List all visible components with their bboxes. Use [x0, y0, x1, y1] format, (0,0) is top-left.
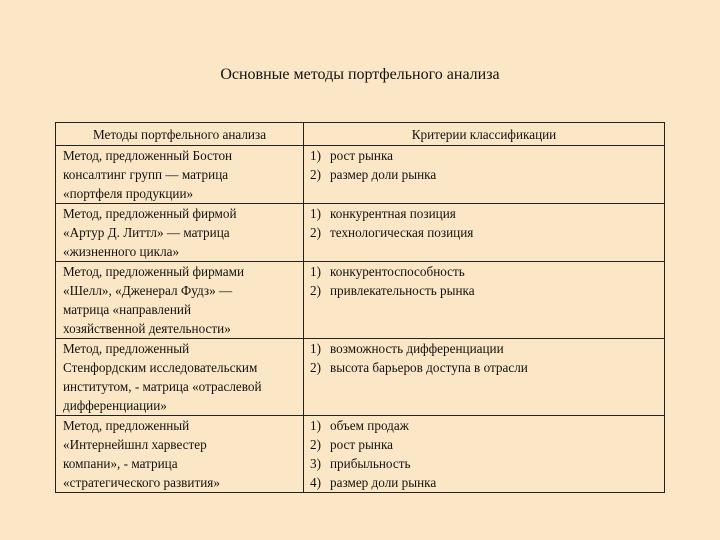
- method-text-line: Метод, предложенный фирмами: [63, 264, 245, 279]
- criterion-number: 1): [310, 148, 321, 163]
- table-row: [56, 204, 665, 262]
- criterion-number: 1): [310, 264, 321, 279]
- method-text-line: институтом, - матрица «отраслевой: [63, 379, 262, 394]
- method-text-line: Метод, предложенный: [63, 418, 190, 433]
- column-header-criteria: Критерии классификации: [304, 123, 665, 146]
- criteria-cell: [304, 262, 665, 339]
- table-header-row: [56, 123, 665, 146]
- method-cell: [56, 146, 304, 204]
- criteria-cell: [304, 339, 665, 416]
- criterion-item: [310, 339, 664, 358]
- criterion-number: 2): [310, 360, 321, 375]
- criterion-item: [310, 416, 664, 435]
- method-text-line: хозяйственной деятельности»: [63, 321, 231, 336]
- criterion-text: размер доли рынка: [330, 475, 437, 490]
- criterion-text: конкурентоспособность: [330, 264, 465, 279]
- criterion-text: технологическая позиция: [330, 225, 474, 240]
- criterion-number: 4): [310, 475, 321, 490]
- criterion-item: [310, 358, 664, 377]
- criterion-text: рост рынка: [330, 148, 394, 163]
- criteria-cell: [304, 416, 665, 493]
- criterion-item: [310, 473, 664, 492]
- method-cell: [56, 262, 304, 339]
- method-text-line: «портфеля продукции»: [63, 186, 194, 201]
- method-cell: [56, 416, 304, 493]
- criterion-item: [310, 146, 664, 165]
- criterion-item: [310, 454, 664, 473]
- criterion-item: [310, 281, 664, 300]
- column-header-methods: Методы портфельного анализа: [56, 123, 304, 146]
- criterion-item: [310, 262, 664, 281]
- method-text-line: «стратегического развития»: [63, 475, 220, 490]
- criterion-text: прибыльность: [330, 456, 411, 471]
- methods-table: [55, 122, 665, 493]
- criteria-cell: [304, 146, 665, 204]
- criterion-text: размер доли рынка: [330, 167, 437, 182]
- method-cell: [56, 204, 304, 262]
- criterion-number: 2): [310, 225, 321, 240]
- table-row: [56, 262, 665, 339]
- criterion-text: рост рынка: [330, 437, 394, 452]
- criterion-item: [310, 435, 664, 454]
- criterion-number: 1): [310, 341, 321, 356]
- table-row: [56, 146, 665, 204]
- method-text-line: матрица «направлений: [63, 302, 192, 317]
- table-row: [56, 416, 665, 493]
- criterion-number: 2): [310, 283, 321, 298]
- method-cell: [56, 339, 304, 416]
- method-text-line: «Интернейшнл харвестер: [63, 437, 207, 452]
- criterion-text: объем продаж: [330, 418, 409, 433]
- criterion-item: [310, 223, 664, 242]
- criterion-item: [310, 165, 664, 184]
- table-body: [56, 146, 665, 493]
- criterion-number: 2): [310, 437, 321, 452]
- method-text-line: Метод, предложенный: [63, 341, 190, 356]
- criterion-number: 1): [310, 206, 321, 221]
- criteria-cell: [304, 204, 665, 262]
- method-text-line: Стенфордским исследовательским: [63, 360, 258, 375]
- criterion-text: конкурентная позиция: [330, 206, 456, 221]
- method-text-line: Метод, предложенный фирмой: [63, 206, 237, 221]
- criterion-text: привлекательность рынка: [330, 283, 475, 298]
- method-text-line: «жизненного цикла»: [63, 244, 180, 259]
- table-row: [56, 339, 665, 416]
- page-title: Основные методы портфельного анализа: [220, 66, 500, 83]
- criterion-number: 2): [310, 167, 321, 182]
- criterion-number: 3): [310, 456, 321, 471]
- criterion-item: [310, 204, 664, 223]
- criterion-number: 1): [310, 418, 321, 433]
- method-text-line: компани», - матрица: [63, 456, 178, 471]
- criterion-text: возможность дифференциации: [330, 341, 504, 356]
- method-text-line: дифференциации»: [63, 398, 167, 413]
- method-text-line: Метод, предложенный Бостон: [63, 148, 233, 163]
- method-text-line: «Артур Д. Литтл» — матрица: [63, 225, 230, 240]
- criterion-text: высота барьеров доступа в отрасли: [330, 360, 528, 375]
- method-text-line: консалтинг групп — матрица: [63, 167, 229, 182]
- method-text-line: «Шелл», «Дженерал Фудз» —: [63, 283, 233, 298]
